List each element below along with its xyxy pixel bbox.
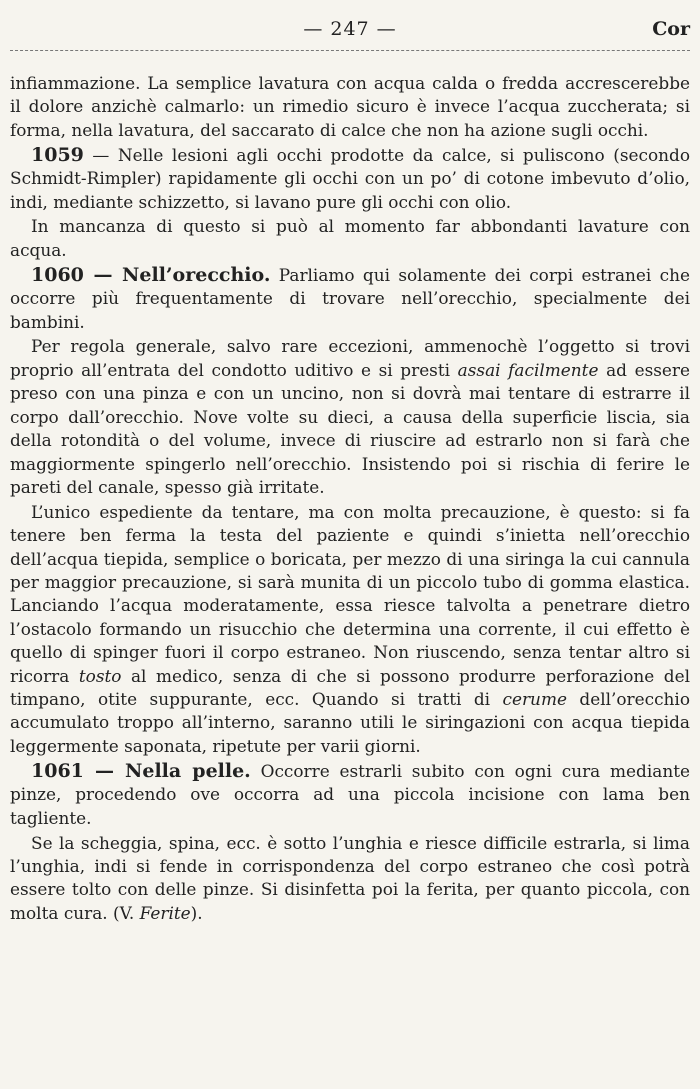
- paragraph: [10, 832, 690, 926]
- header-rule: [10, 50, 690, 51]
- emphasis-text: assai facilmente: [457, 359, 599, 380]
- paragraph-continuation: [10, 72, 690, 142]
- section-number: 1061: [31, 759, 84, 782]
- paragraph: [10, 501, 690, 758]
- section-text: Occorre estrarli subito con ogni cura mediante pinze, procedendo ove occorra ad una piccola incisione con lama ben tagliente.: [10, 760, 690, 828]
- paragraph-text: In mancanza di questo si può al momento far abbondanti lavature con acqua.: [10, 216, 690, 260]
- paragraph-text: dell’orecchio accumulato troppo all’interno, saranno utili le siringazioni con acqua tiepida leggermente saponata, ripetute per varii giorni.: [10, 689, 690, 756]
- emphasis-text: Ferite: [139, 902, 191, 923]
- paragraph: [10, 215, 690, 262]
- paragraph: [10, 335, 690, 499]
- running-head: Cor: [652, 18, 690, 40]
- page-body: [10, 72, 690, 927]
- paragraph-text: Se la scheggia, spina, ecc. è sotto l’unghia e riesce difficile estrarla, si lima l’unghia, indi si fende in corrispondenza del corpo estraneo che così potrà essere tolto con delle pinze. Si disinfetta poi la ferita, per quanto piccola, con molta cura. (V.: [10, 832, 690, 923]
- section-1060: [10, 264, 690, 334]
- section-1061: [10, 760, 690, 830]
- section-text: Parliamo qui solamente dei corpi estranei che occorre più frequentamente di trovare nell’orecchio, specialmente dei bambini.: [10, 264, 690, 332]
- emphasis-text: tosto: [78, 665, 122, 686]
- paragraph-text: L’unico espediente da tentare, ma con molta precauzione, è questo: si fa tenere ben ferma la testa del paziente e quindi s’inietta nell’orecchio dell’acqua tiepida, semplice o boricata, per mezzo di una siringa la cui cannula per maggior precauzione, si sarà munita di un piccolo tubo di gomma elastica. Lanciando l’acqua moderatamente, essa riesce talvolta a penetrare dietro l’ostacolo formando un risucchio che determina una corrente, il cui effetto è quello di spinger fuori il corpo estraneo. Non riuscendo, senza tentar altro si ricorra: [10, 501, 690, 686]
- section-title: — Nell’orecchio.: [83, 263, 271, 286]
- page-number: — 247 —: [303, 18, 397, 40]
- section-number: 1060: [31, 263, 84, 286]
- section-1059: [10, 144, 690, 214]
- paragraph-text: al medico, senza di che si possono produrre perforazione del timpano, otite suppurante, ecc. Quando si tratti di: [10, 665, 690, 710]
- paragraph-text: ad essere preso con una pinza e con un uncino, non si dovrà mai tentare di estrarre il corpo dall’orecchio. Nove volte su dieci, a causa della superficie liscia, sia della rotondità o del volume, invece di riuscire ad estrarlo non si farà che maggiormente spingerlo nell’orecchio. Insistendo poi si rischia di ferire le pareti del canale, spesso già irritate.: [10, 359, 690, 497]
- page-header: [10, 18, 690, 46]
- section-text: — Nelle lesioni agli occhi prodotte da calce, si puliscono (secondo Schmidt-Rimpler) rapidamente gli occhi con un po’ di cotone imbevuto d’olio, indi, mediante schizzetto, si lavano pure gli occhi con olio.: [10, 144, 690, 212]
- paragraph-text: infiammazione. La semplice lavatura con acqua calda o fredda accrescerebbe il dolore anzichè calmarlo: un rimedio sicuro è invece l’acqua zuccherata; si forma, nella lavatura, del saccarato di calce che non ha azione sugli occhi.: [10, 73, 690, 140]
- section-title: — Nella pelle.: [83, 759, 251, 782]
- paragraph-text: ).: [190, 902, 203, 923]
- paragraph-text: Per regola generale, salvo rare eccezioni, ammenochè l’oggetto si trovi proprio all’entrata del condotto uditivo e si presti: [10, 336, 690, 380]
- emphasis-text: cerume: [502, 689, 567, 710]
- section-number: 1059: [31, 143, 84, 166]
